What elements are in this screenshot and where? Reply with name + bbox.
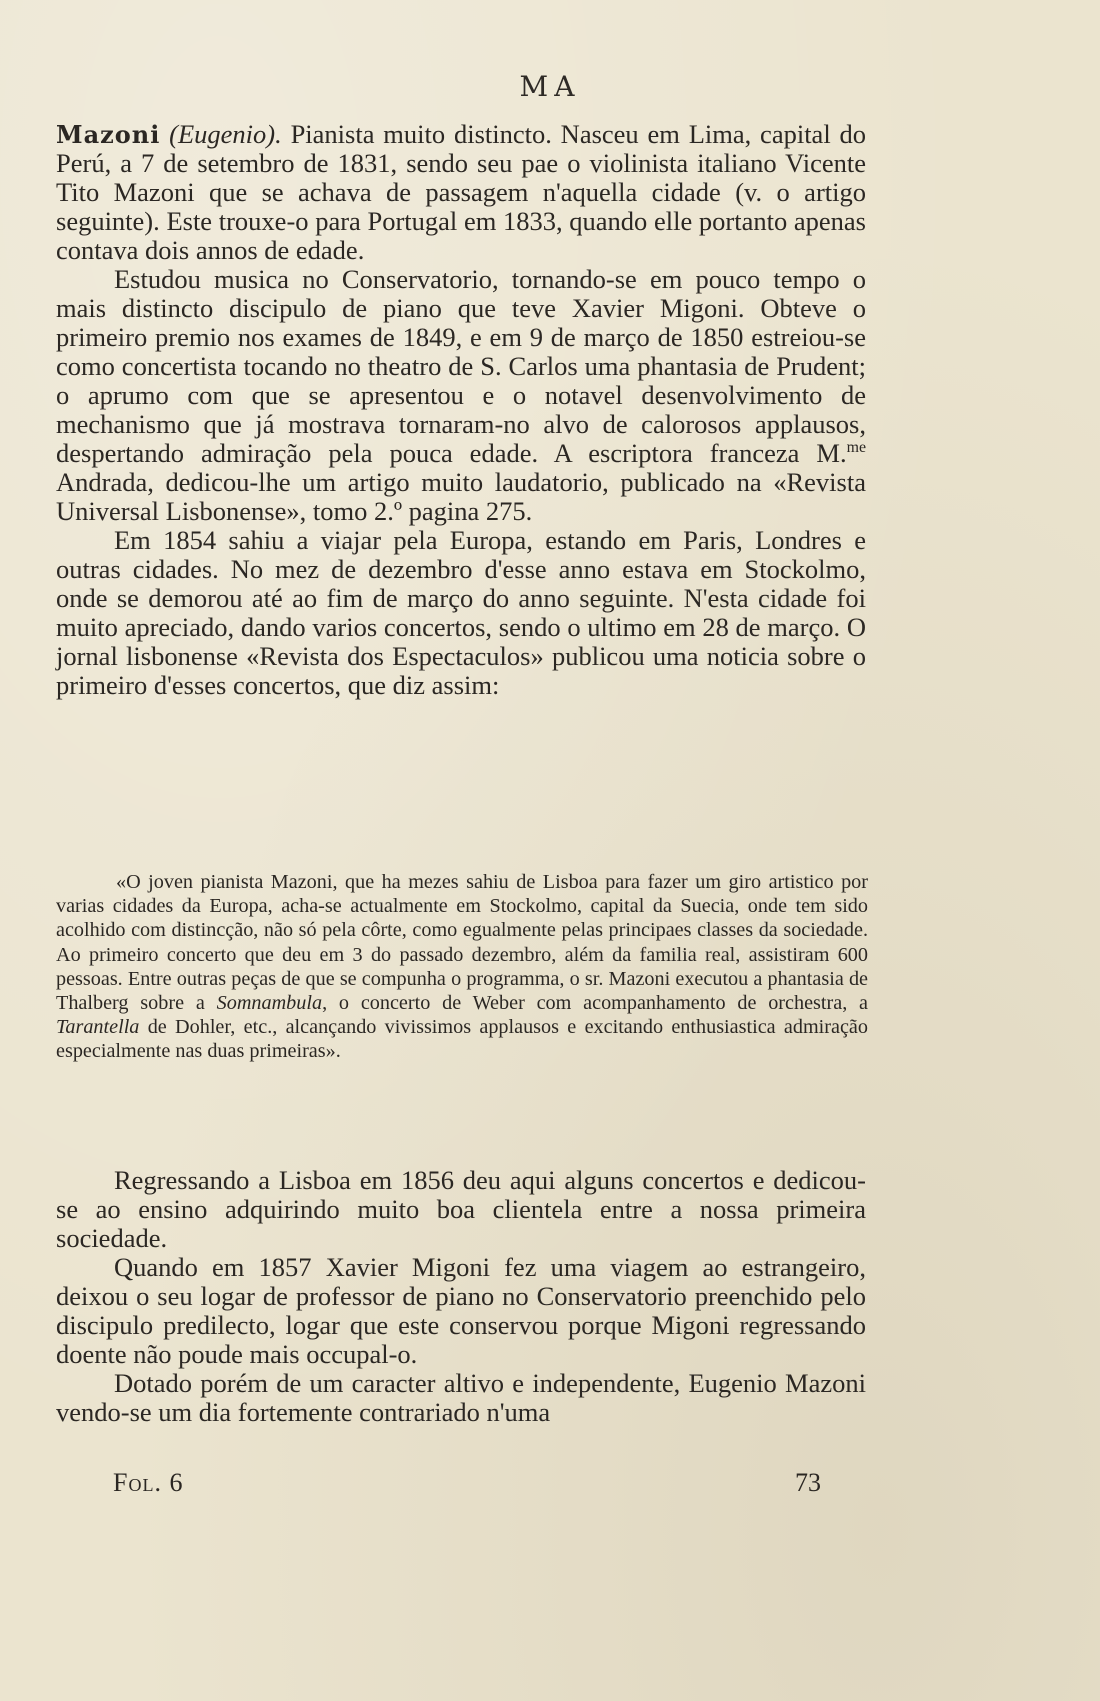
quote-paragraph [56, 870, 868, 1064]
entry-paragraph-3: Em 1854 sahiu a viajar pela Europa, estando em Paris, Londres e outras cidades. No mez de dezembro d'esse anno estava em Stockolmo, onde se demorou até ao fim de março do anno seguinte. N'esta cidade foi muito apreciado, dando varios concertos, sendo o ultimo em 28 de março. O jornal lisbonense «Revista dos Espectaculos» publicou uma noticia sobre o primeiro d'esses concertos, que diz assim: [56, 525, 866, 700]
after-paragraph-3: Dotado porém de um caracter altivo e independente, Eugenio Mazoni vendo-se um dia fortemente contrariado n'uma [56, 1368, 866, 1427]
signature-mark: Fol. 6 [113, 1468, 184, 1497]
after-paragraph-1: Regressando a Lisboa em 1856 deu aqui alguns concertos e dedicou-se ao ensino adquirindo muito boa clientela entre a nossa primeira sociedade. [56, 1165, 866, 1253]
running-head: MA [519, 70, 581, 103]
quote-text-b: , o concerto de Weber com acompanhamento de orchestra, a [322, 992, 869, 1015]
after-paragraph-2: Quando em 1857 Xavier Migoni fez uma viagem ao estrangeiro, deixou o seu logar de professor de piano no Conservatorio preenchido pelo discipulo predilecto, logar que este conservou porque Migoni regressando doente não poude mais occupal-o. [56, 1252, 866, 1369]
page-number: 73 [795, 1468, 821, 1497]
entry-text-bottom [56, 1166, 866, 1427]
entry-text-top [56, 120, 866, 700]
entry-name: Mazoni [56, 120, 161, 149]
quote-text-a: «O joven pianista Mazoni, que ha mezes sahiu de Lisboa para fazer um giro artistico por varias cidades da Europa, acha-se actualmente em Stockolmo, capital da Suecia, onde tem sido acolhido com distincção, não só pela côrte, como egualmente pelas principaes classes da sociedade. Ao primeiro concerto que deu em 3 do passado dezembro, além da familia real, assistiram 600 pessoas. Entre outras peças de que se compunha o programma, o sr. Mazoni executou a phantasia de Thalberg sobre a [56, 871, 868, 1015]
entry-paragraph-2 [56, 265, 866, 526]
superscript-me: me [846, 439, 866, 457]
quote-italic-tarantella: Tarantella [56, 1016, 140, 1039]
quote-text-c: de Dohler, etc., alcançando vivissimos applausos e excitando enthusiastica admiração especialmente nas duas primeiras». [56, 1016, 868, 1063]
entry-given-name: (Eugenio). [169, 119, 282, 149]
entry-paragraph-2-text-a: Estudou musica no Conservatorio, tornando-se em pouco tempo o mais distincto discipulo de piano que teve Xavier Migoni. Obteve o primeiro premio nos exames de 1849, e em 9 de março de 1850 estreiou-se como concertista tocando no theatro de S. Carlos uma phantasia de Prudent; o aprumo com que se apresentou e o notavel desenvolvimento de mechanismo que já mostrava tornaram-no alvo de calorosos applausos, despertando admiração pela pouca edade. A escriptora franceza M. [56, 264, 866, 468]
entry-paragraph-1 [56, 120, 866, 265]
entry-paragraph-2-text-b: Andrada, dedicou-lhe um artigo muito laudatorio, publicado na «Revista Universal Lisbonense», tomo 2.º pagina 275. [56, 467, 866, 526]
entry-paragraph-1-text: Pianista muito distincto. Nasceu em Lima, capital do Perú, a 7 de setembro de 1831, sendo seu pae o violinista italiano Vicente Tito Mazoni que se achava de passagem n'aquella cidade (v. o artigo seguinte). Este trouxe-o para Portugal em 1833, quando elle portanto apenas contava dois annos de edade. [56, 119, 867, 265]
quote-italic-somnambula: Somnambula [216, 992, 323, 1015]
quoted-article [56, 870, 868, 1064]
